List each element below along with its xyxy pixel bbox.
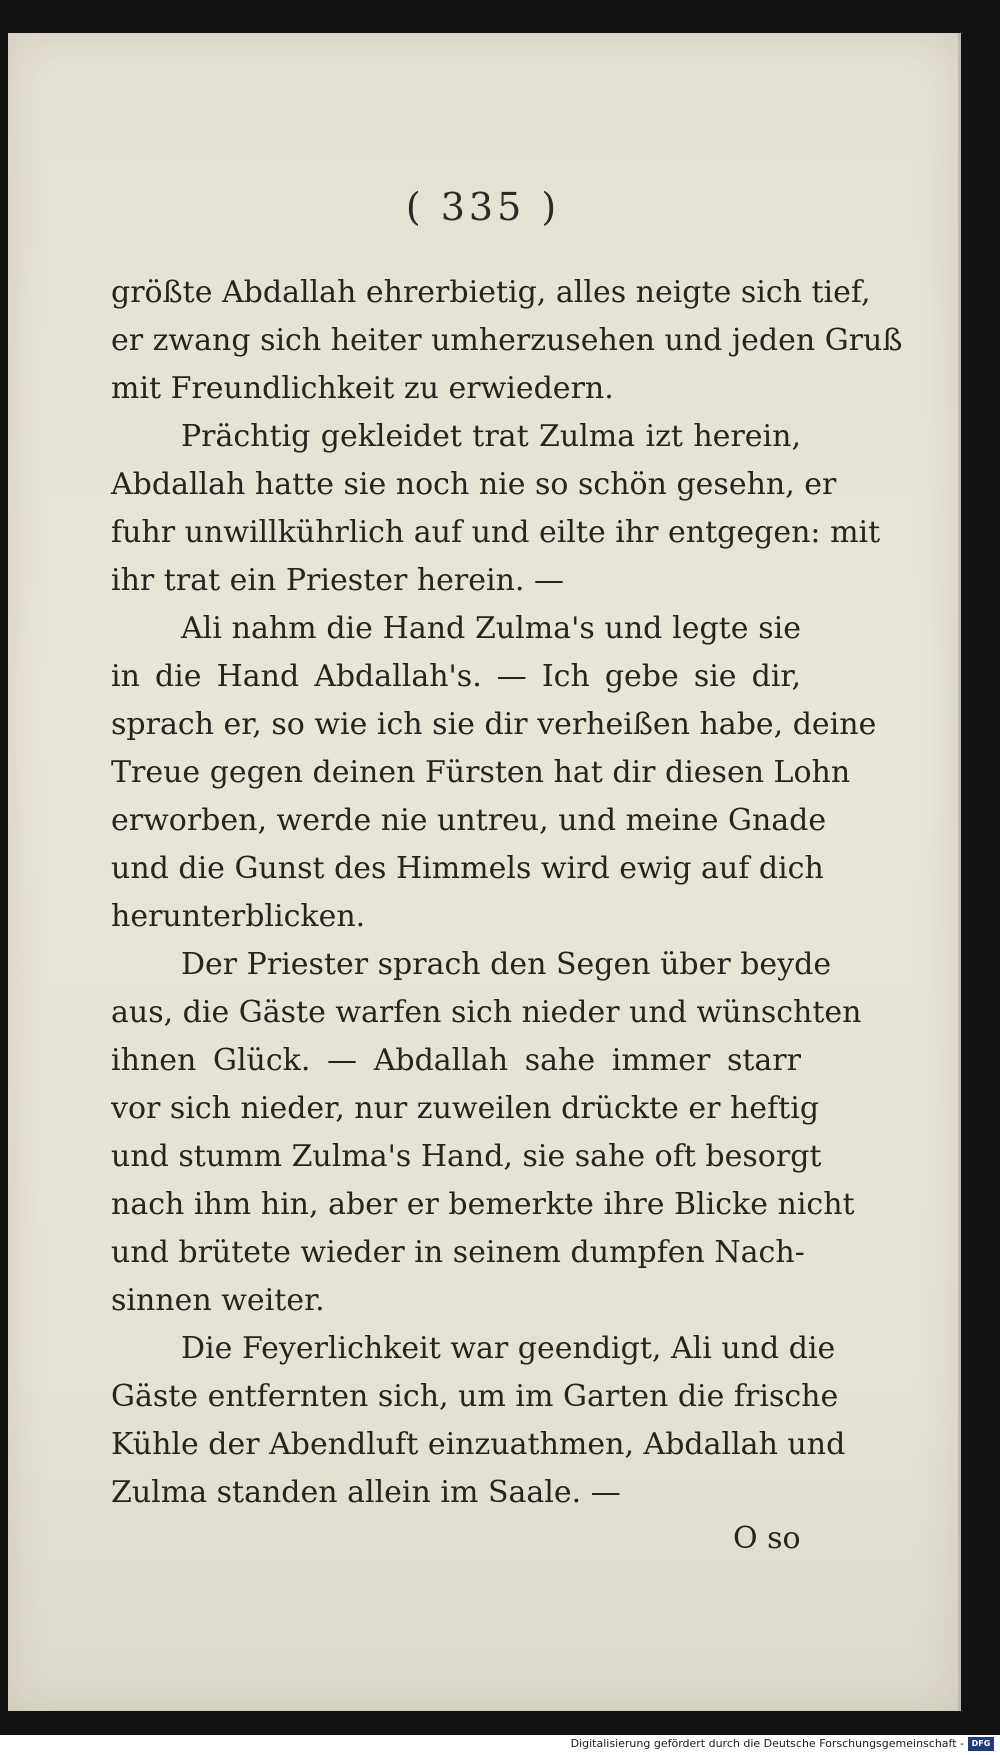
- text-line: und brütete wieder in seinem dumpfen Nach-: [111, 1235, 805, 1270]
- funding-credit: Digitalisierung gefördert durch die Deutsche Forschungsgemeinschaft -: [570, 1737, 964, 1750]
- text-line: sinnen weiter.: [111, 1283, 325, 1318]
- book-page: [8, 33, 961, 1711]
- text-line: fuhr unwillkührlich auf und eilte ihr entgegen: mit: [111, 515, 881, 550]
- text-line: Die Feyerlichkeit war geendigt, Ali und die: [181, 1331, 836, 1366]
- text-line: Abdallah hatte sie noch nie so schön gesehn, er: [111, 467, 837, 502]
- text-line: herunterblicken.: [111, 899, 366, 934]
- text-line: größte Abdallah ehrerbietig, alles neigte sich tief,: [111, 275, 871, 310]
- text-line: Treue gegen deinen Fürsten hat dir diesen Lohn: [111, 755, 851, 790]
- text-line: Gäste entfernten sich, um im Garten die frische: [111, 1379, 839, 1414]
- text-line: nach ihm hin, aber er bemerkte ihre Blicke nicht: [111, 1187, 855, 1222]
- text-line: Prächtig gekleidet trat Zulma izt herein,: [181, 419, 801, 454]
- text-line: mit Freundlichkeit zu erwiedern.: [111, 371, 614, 406]
- text-line: erworben, werde nie untreu, und meine Gnade: [111, 803, 827, 838]
- page-number: ( 335 ): [405, 185, 561, 229]
- text-line: Zulma standen allein im Saale. —: [111, 1475, 621, 1510]
- text-line: und die Gunst des Himmels wird ewig auf dich: [111, 851, 824, 886]
- text-line: Kühle der Abendluft einzuathmen, Abdallah und: [111, 1427, 846, 1462]
- dfg-logo: DFG: [968, 1737, 994, 1751]
- text-line: ihr trat ein Priester herein. —: [111, 563, 564, 598]
- text-line: aus, die Gäste warfen sich nieder und wünschten: [111, 995, 862, 1030]
- text-line: in die Hand Abdallah's. — Ich gebe sie dir,: [111, 659, 801, 694]
- text-line: ihnen Glück. — Abdallah sahe immer starr: [111, 1043, 801, 1078]
- text-line: vor sich nieder, nur zuweilen drückte er heftig: [111, 1091, 820, 1126]
- catchword: O so: [733, 1521, 801, 1556]
- text-line: er zwang sich heiter umherzusehen und jeden Gruß: [111, 323, 903, 358]
- text-line: Ali nahm die Hand Zulma's und legte sie: [181, 611, 801, 646]
- text-line: und stumm Zulma's Hand, sie sahe oft besorgt: [111, 1139, 822, 1174]
- text-line: Der Priester sprach den Segen über beyde: [181, 947, 832, 982]
- page-body: [111, 269, 903, 1517]
- text-line: sprach er, so wie ich sie dir verheißen habe, deine: [111, 707, 877, 742]
